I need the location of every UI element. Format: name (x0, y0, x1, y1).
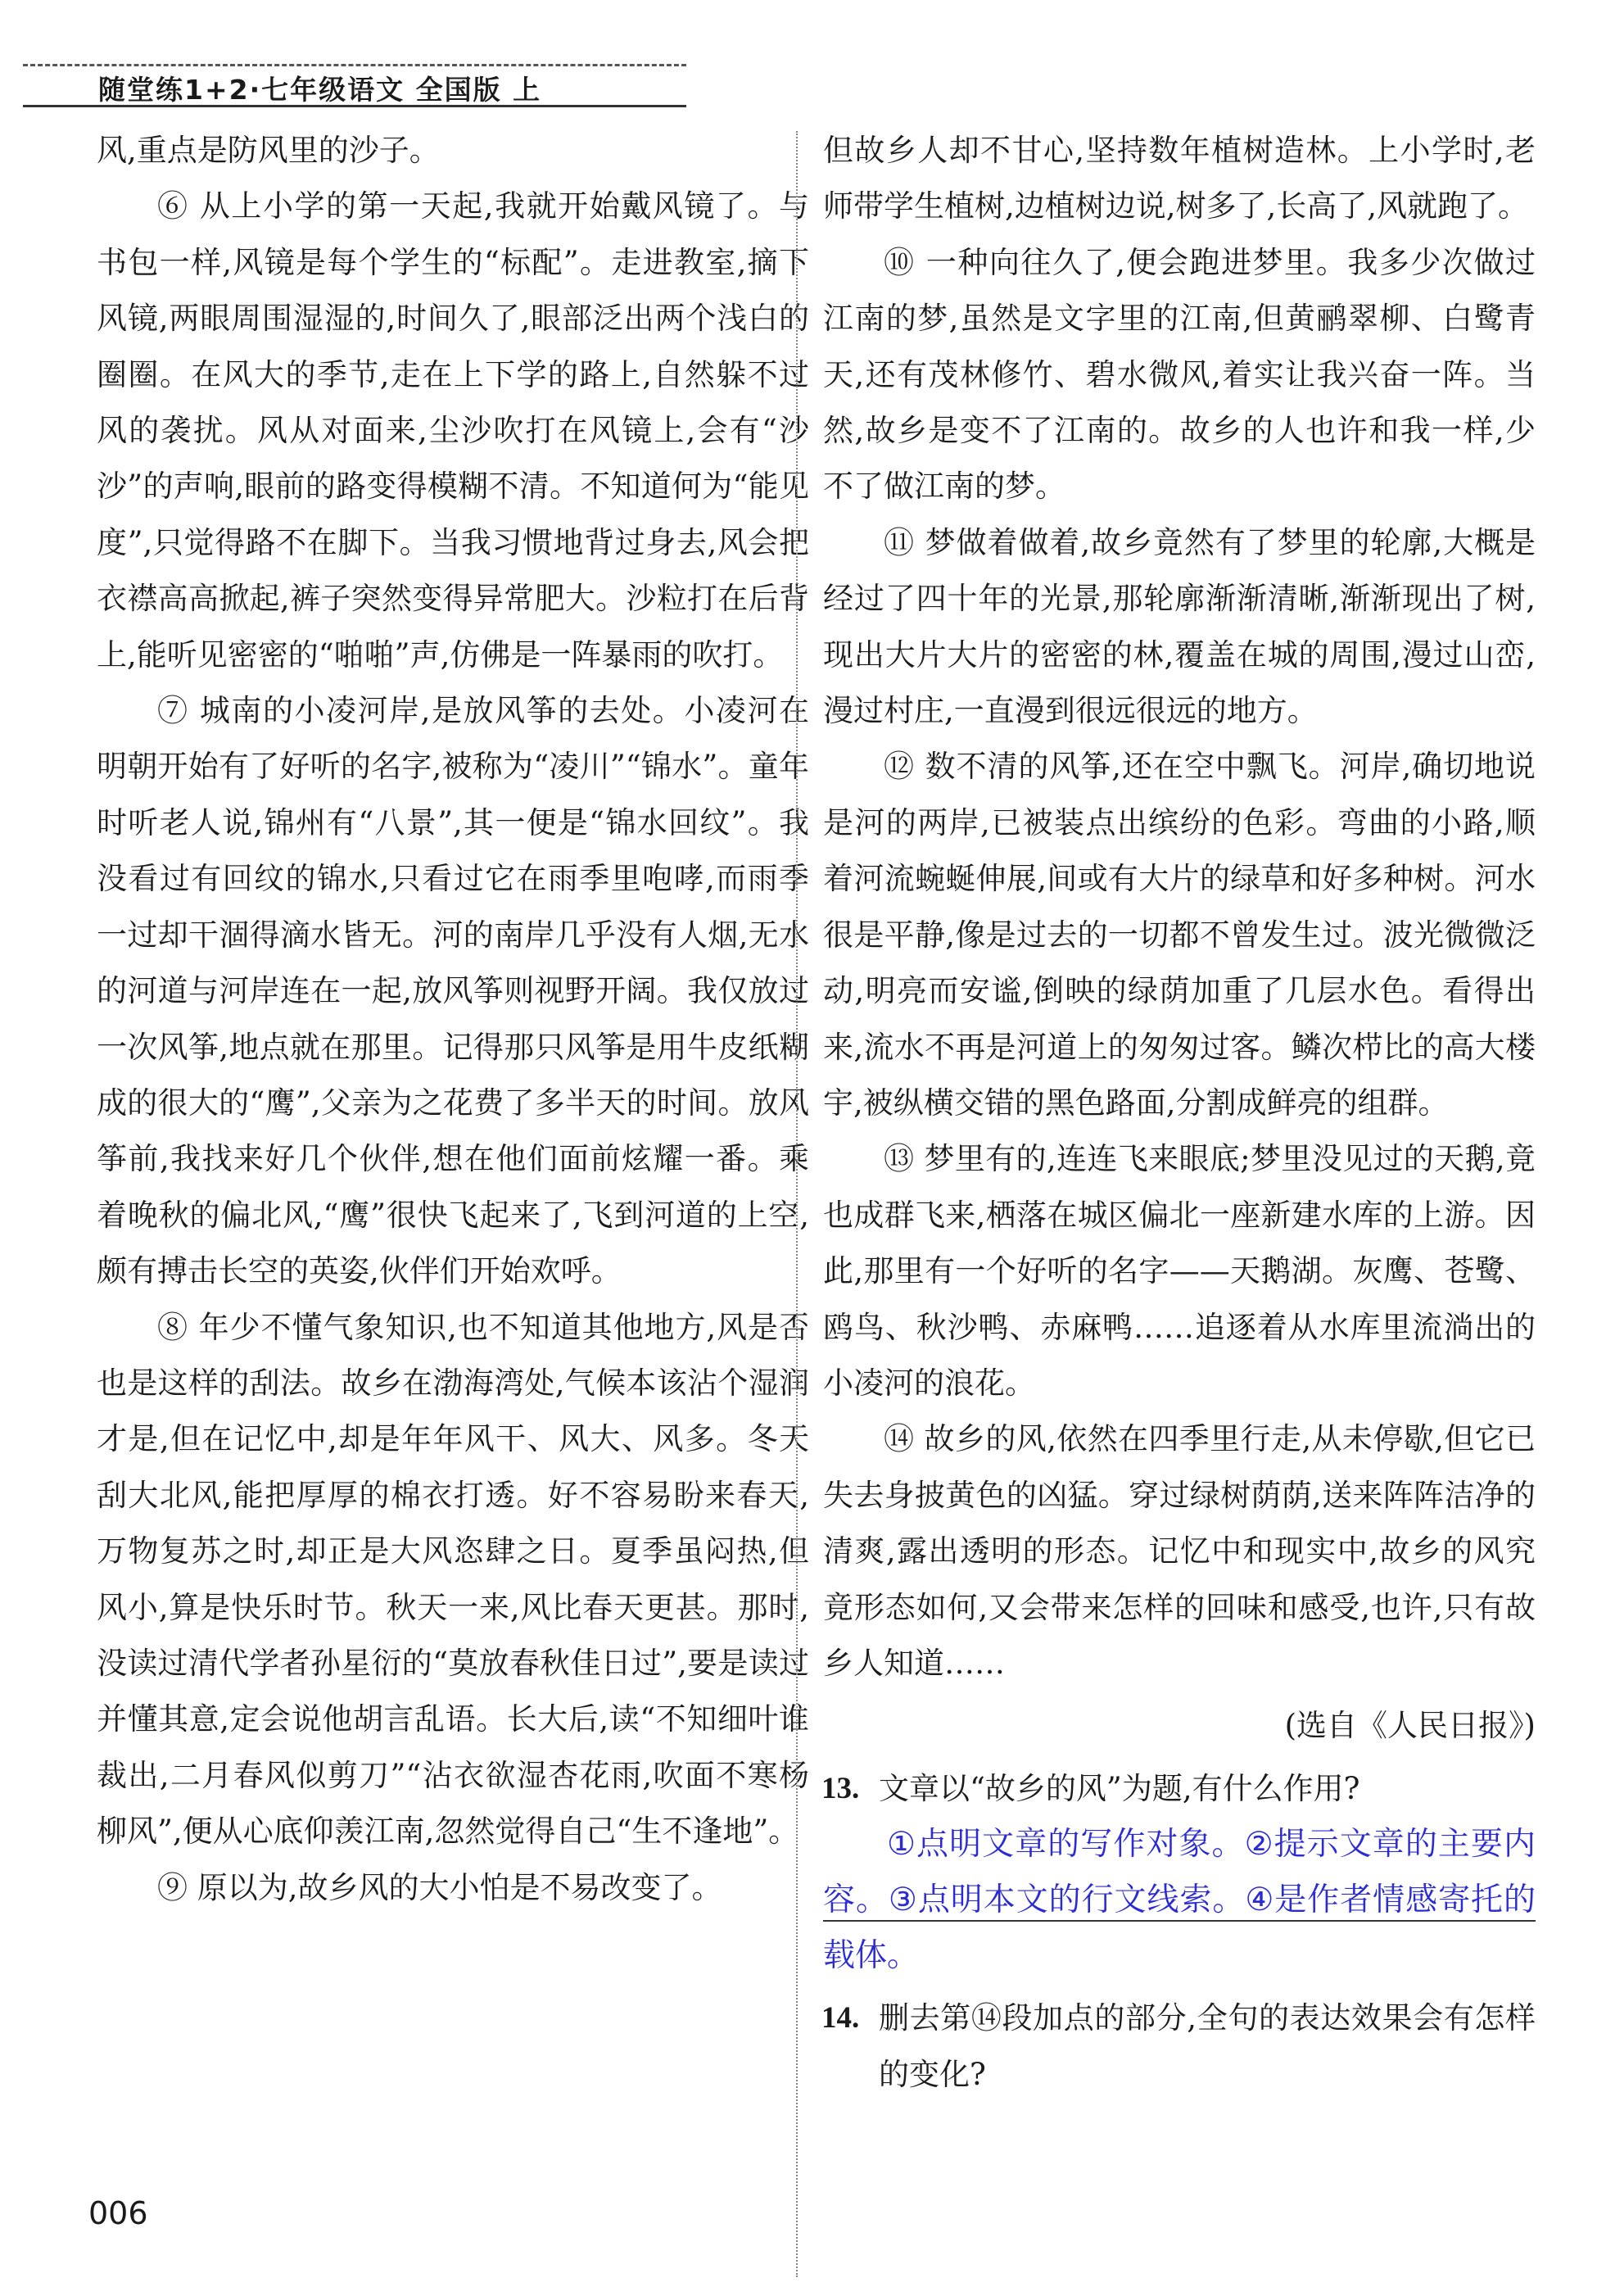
paragraph: ⑦ 城南的小凌河岸,是放风筝的去处。小凌河在明朝开始有了好听的名字,被称为“凌川”“锦水”。童年时听老人说,锦州有“八景”,其一便是“锦水回纹”。我没看过有回纹的锦水,只看过它在雨季里咆哮,而雨季一过却干涸得滴水皆无。河的南岸几乎没有人烟,无水的河道与河岸连在一起,放风筝则视野开阔。我仅放过一次风筝,地点就在那里。记得那只风筝是用牛皮纸糊成的很大的“鹰”,父亲为之花费了多半天的时间。放风筝前,我找来好几个伙伴,想在他们面前炫耀一番。乘着晚秋的偏北风,“鹰”很快飞起来了,飞到河道的上空,颇有搏击长空的英姿,伙伴们开始欢呼。 (97, 693, 809, 1289)
paragraph: ⑥ 从上小学的第一天起,我就开始戴风镜了。与书包一样,风镜是每个学生的“标配”。走进教室,摘下风镜,两眼周围湿湿的,时间久了,眼部泛出两个浅白的圈圈。在风大的季节,走在上下学的路上,自然躲不过风的袭扰。风从对面来,尘沙吹打在风镜上,会有“沙沙”的声响,眼前的路变得模糊不清。不知道何为“能见度”,只觉得路不在脚下。当我习惯地背过身去,风会把衣襟高高掀起,裤子突然变得异常肥大。沙粒打在后背上,能听见密密的“啪啪”声,仿佛是一阵暴雨的吹打。 (97, 188, 809, 672)
header-rule (23, 105, 686, 107)
question-14 (823, 1990, 1536, 2103)
paragraph: ⑭ 故乡的风,依然在四季里行走,从未停歇,但它已失去身披黄色的凶猛。穿过绿树荫荫,送来阵阵洁净的清爽,露出透明的形态。记忆中和现实中,故乡的风究竟形态如何,又会带来怎样的回味和感受,也许,只有故乡人知道…… (823, 1421, 1536, 1681)
answer-13: ①点明文章的写作对象。②提示文章的主要内容。③点明本文的行文线索。④是作者情感寄托的载体。 (823, 1817, 1536, 1984)
paragraph: ⑧ 年少不懂气象知识,也不知道其他地方,风是否也是这样的刮法。故乡在渤海湾处,气候本该沾个湿润才是,但在记忆中,却是年年风干、风大、风多。冬天刮大北风,能把厚厚的棉衣打透。好不容易盼来春天,万物复苏之时,却正是大风恣肆之日。夏季虽闷热,但风小,算是快乐时节。秋天一来,风比春天更甚。那时,没读过清代学者孙星衍的“莫放春秋佳日过”,要是读过并懂其意,定会说他胡言乱语。长大后,读“不知细叶谁裁出,二月春风似剪刀”“沾衣欲湿杏花雨,吹面不寒杨柳风”,便从心底仰羡江南,忽然觉得自己“生不逢地”。 (97, 1309, 809, 1850)
paragraph: 风,重点是防风里的沙子。 (97, 133, 440, 168)
page-header (23, 64, 686, 106)
paragraph: ⑬ 梦里有的,连连飞来眼底;梦里没见过的天鹅,竟也成群飞来,栖落在城区偏北一座新建水库的上游。因此,那里有一个好听的名字——天鹅湖。灰鹰、苍鹭、鸥鸟、秋沙鸭、赤麻鸭……追逐着从水库里流淌出的小凌河的浪花。 (823, 1141, 1536, 1401)
paragraph: ⑨ 原以为,故乡风的大小怕是不易改变了。 (157, 1869, 722, 1905)
question-number: 13. (821, 1771, 860, 1805)
column-divider (796, 131, 798, 2277)
question-text: 文章以“故乡的风”为题,有什么作用? (879, 1770, 1360, 1806)
article-source: (选自《人民日报》) (1284, 1708, 1536, 1744)
paragraph: 但故乡人却不甘心,坚持数年植树造林。上小学时,老师带学生植树,边植树边说,树多了,长高了,风就跑了。 (823, 133, 1536, 224)
left-column (97, 123, 809, 1916)
paragraph: ⑪ 梦做着做着,故乡竟然有了梦里的轮廓,大概是经过了四十年的光景,那轮廓渐渐清晰,渐渐现出了树,现出大片大片的密密的林,覆盖在城的周围,漫过山峦,漫过村庄,一直漫到很远很远的地方。 (823, 524, 1536, 729)
question-number: 14. (821, 2001, 860, 2036)
paragraph: ⑫ 数不清的风筝,还在空中飘飞。河岸,确切地说是河的两岸,已被装点出缤纷的色彩。弯曲的小路,顺着河流蜿蜒伸展,间或有大片的绿草和好多种树。河水很是平静,像是过去的一切都不曾发生过。波光微微泛动,明亮而安谧,倒映的绿荫加重了几层水色。看得出来,流水不再是河道上的匆匆过客。鳞次栉比的高大楼宇,被纵横交错的黑色路面,分割成鲜亮的组群。 (823, 749, 1536, 1121)
paragraph: ⑩ 一种向往久了,便会跑进梦里。我多少次做过江南的梦,虽然是文字里的江南,但黄鹂翠柳、白鹭青天,还有茂林修竹、碧水微风,着实让我兴奋一阵。当然,故乡是变不了江南的。故乡的人也许和我一样,少不了做江南的梦。 (823, 244, 1536, 505)
page-number: 006 (88, 2195, 148, 2231)
header-dashed-line (23, 64, 686, 66)
header-title: 随堂练1+2·七年级语文 全国版 上 (98, 74, 542, 106)
question-13 (823, 1761, 1536, 1817)
right-column (823, 123, 1536, 2103)
question-text: 删去第⑭段加点的部分,全句的表达效果会有怎样的变化? (879, 2000, 1536, 2092)
